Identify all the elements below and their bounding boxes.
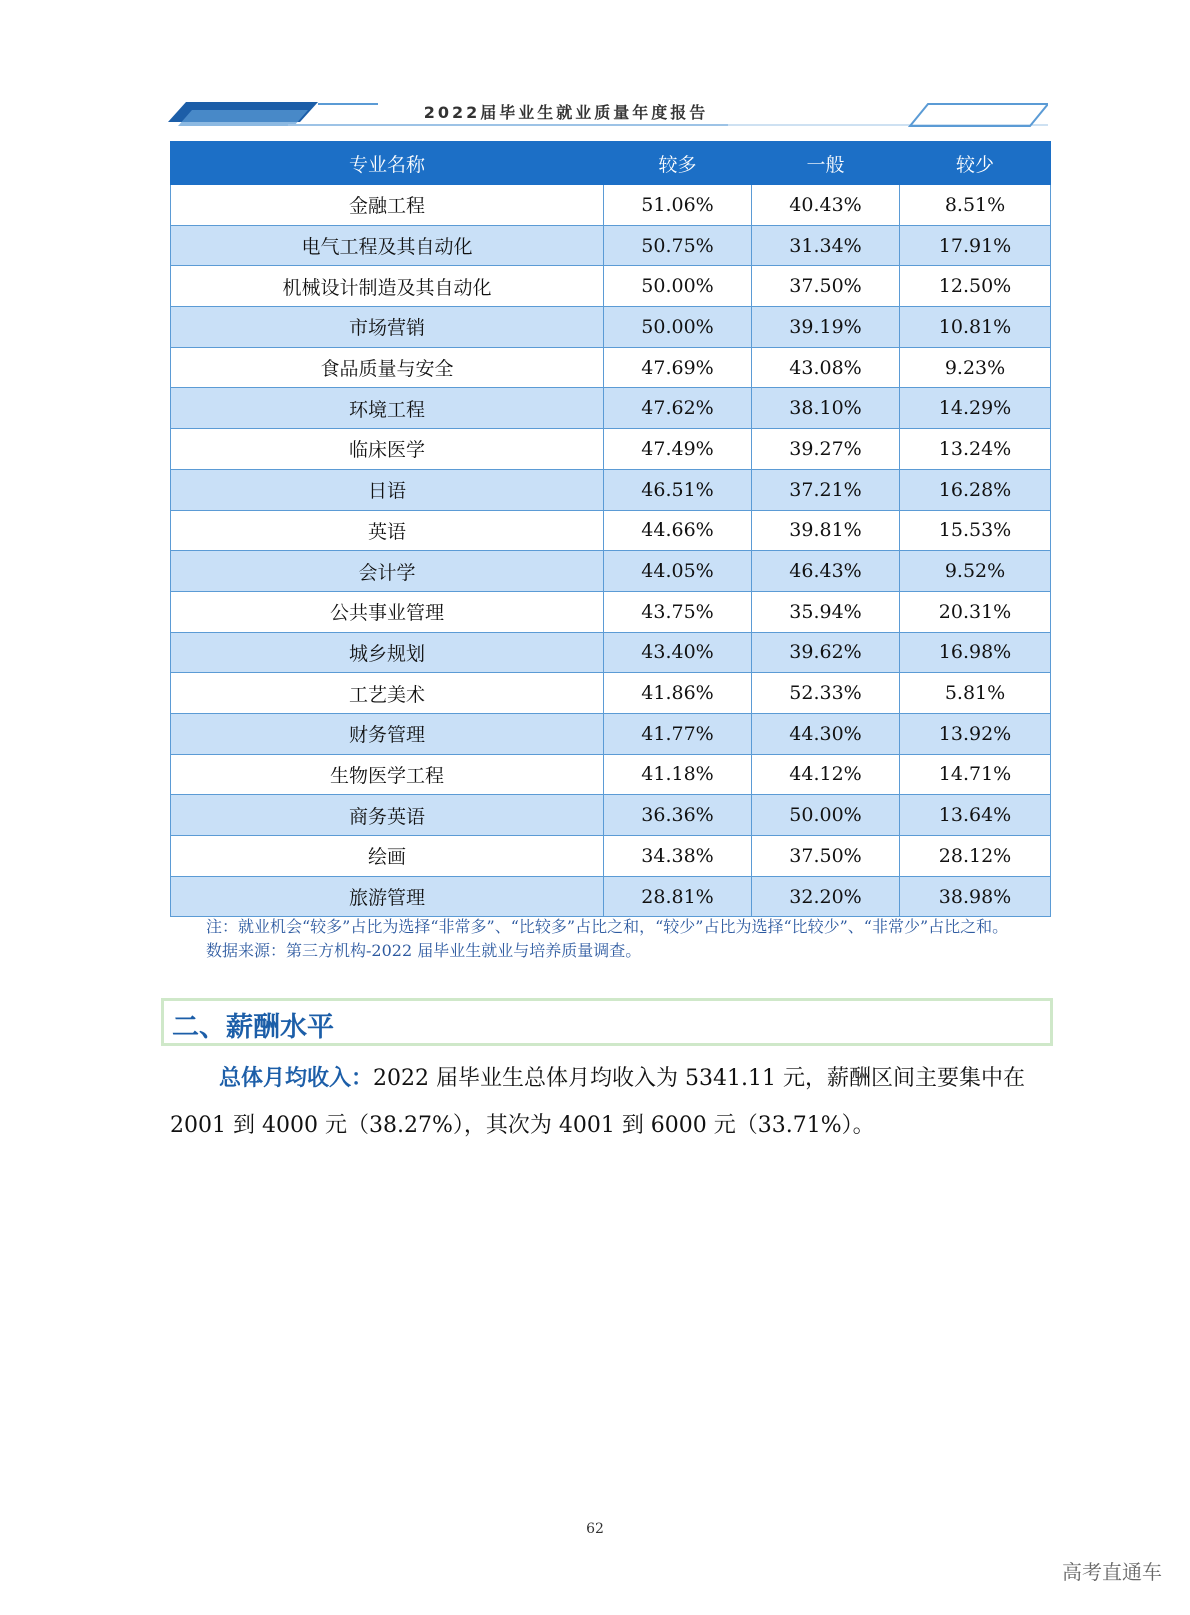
table-row (171, 632, 1051, 673)
cell-major: 生物医学工程 (171, 754, 604, 795)
cell-major: 英语 (171, 510, 604, 551)
cell-more: 51.06% (604, 185, 752, 226)
cell-less: 20.31% (900, 591, 1051, 632)
cell-major: 会计学 (171, 551, 604, 592)
cell-less: 14.29% (900, 388, 1051, 429)
watermark: 高考直通车 (1062, 1560, 1162, 1584)
cell-more: 41.77% (604, 713, 752, 754)
table-row (171, 510, 1051, 551)
table-row (171, 307, 1051, 348)
table-row (171, 795, 1051, 836)
cell-average: 44.30% (752, 713, 900, 754)
cell-more: 36.36% (604, 795, 752, 836)
cell-average: 39.62% (752, 632, 900, 673)
table-row (171, 185, 1051, 226)
cell-less: 13.64% (900, 795, 1051, 836)
cell-average: 44.12% (752, 754, 900, 795)
cell-more: 50.00% (604, 266, 752, 307)
table-notes (176, 915, 1036, 963)
cell-more: 44.05% (604, 551, 752, 592)
section-heading-text: 二、薪酬水平 (172, 1012, 334, 1043)
cell-major: 临床医学 (171, 429, 604, 470)
table-row (171, 591, 1051, 632)
table-header-row (171, 142, 1051, 185)
table-row (171, 551, 1051, 592)
cell-less: 9.23% (900, 347, 1051, 388)
cell-more: 50.00% (604, 307, 752, 348)
cell-less: 15.53% (900, 510, 1051, 551)
cell-less: 8.51% (900, 185, 1051, 226)
table-body (171, 185, 1051, 917)
major-employment-table (170, 141, 1051, 917)
cell-less: 10.81% (900, 307, 1051, 348)
cell-more: 41.86% (604, 673, 752, 714)
cell-major: 市场营销 (171, 307, 604, 348)
cell-average: 40.43% (752, 185, 900, 226)
cell-average: 37.50% (752, 836, 900, 877)
cell-more: 43.75% (604, 591, 752, 632)
cell-more: 43.40% (604, 632, 752, 673)
cell-more: 46.51% (604, 469, 752, 510)
paragraph-lead: 总体月均收入： (219, 1066, 374, 1091)
table-row (171, 225, 1051, 266)
column-header-more: 较多 (604, 142, 752, 185)
cell-average: 52.33% (752, 673, 900, 714)
column-header-average: 一般 (752, 142, 900, 185)
column-header-major: 专业名称 (171, 142, 604, 185)
cell-major: 食品质量与安全 (171, 347, 604, 388)
cell-average: 50.00% (752, 795, 900, 836)
cell-major: 电气工程及其自动化 (171, 225, 604, 266)
cell-major: 环境工程 (171, 388, 604, 429)
cell-major: 绘画 (171, 836, 604, 877)
cell-major: 机械设计制造及其自动化 (171, 266, 604, 307)
cell-major: 工艺美术 (171, 673, 604, 714)
cell-less: 16.98% (900, 632, 1051, 673)
body-paragraph (170, 1055, 1050, 1149)
cell-average: 38.10% (752, 388, 900, 429)
cell-average: 39.19% (752, 307, 900, 348)
page-header (168, 96, 1048, 132)
paragraph-text: 2022 届毕业生总体月均收入为 5341.11 元，薪酬区间主要集中在 2001 到 4000 元（38.27%），其次为 4001 到 6000 元（33.71%）。 (170, 1066, 1025, 1138)
cell-average: 37.21% (752, 469, 900, 510)
page-number: 62 (586, 1521, 604, 1537)
cell-major: 财务管理 (171, 713, 604, 754)
cell-more: 41.18% (604, 754, 752, 795)
cell-less: 17.91% (900, 225, 1051, 266)
cell-average: 46.43% (752, 551, 900, 592)
table-row (171, 347, 1051, 388)
cell-more: 50.75% (604, 225, 752, 266)
cell-less: 14.71% (900, 754, 1051, 795)
table-row (171, 836, 1051, 877)
cell-more: 28.81% (604, 876, 752, 917)
cell-less: 38.98% (900, 876, 1051, 917)
cell-more: 34.38% (604, 836, 752, 877)
column-header-less: 较少 (900, 142, 1051, 185)
cell-less: 9.52% (900, 551, 1051, 592)
table-row (171, 469, 1051, 510)
cell-less: 13.24% (900, 429, 1051, 470)
cell-less: 5.81% (900, 673, 1051, 714)
cell-major: 日语 (171, 469, 604, 510)
note-text: 注：就业机会“较多”占比为选择“非常多”、“比较多”占比之和，“较少”占比为选择“比较少”、“非常少”占比之和。 (206, 917, 1009, 936)
cell-major: 城乡规划 (171, 632, 604, 673)
cell-average: 39.27% (752, 429, 900, 470)
cell-average: 43.08% (752, 347, 900, 388)
cell-average: 31.34% (752, 225, 900, 266)
cell-less: 12.50% (900, 266, 1051, 307)
table-row (171, 754, 1051, 795)
cell-more: 44.66% (604, 510, 752, 551)
table-row (171, 876, 1051, 917)
table-row (171, 673, 1051, 714)
cell-average: 35.94% (752, 591, 900, 632)
cell-major: 商务英语 (171, 795, 604, 836)
table-row (171, 713, 1051, 754)
cell-major: 金融工程 (171, 185, 604, 226)
cell-average: 37.50% (752, 266, 900, 307)
table-row (171, 388, 1051, 429)
header-title: 2022届毕业生就业质量年度报告 (423, 103, 709, 122)
table-row (171, 266, 1051, 307)
cell-less: 28.12% (900, 836, 1051, 877)
section-heading (161, 998, 1053, 1046)
cell-less: 16.28% (900, 469, 1051, 510)
cell-less: 13.92% (900, 713, 1051, 754)
cell-major: 旅游管理 (171, 876, 604, 917)
cell-more: 47.62% (604, 388, 752, 429)
cell-average: 39.81% (752, 510, 900, 551)
source-text: 数据来源：第三方机构-2022 届毕业生就业与培养质量调查。 (206, 941, 642, 960)
cell-average: 32.20% (752, 876, 900, 917)
cell-major: 公共事业管理 (171, 591, 604, 632)
cell-more: 47.49% (604, 429, 752, 470)
table-row (171, 429, 1051, 470)
cell-more: 47.69% (604, 347, 752, 388)
